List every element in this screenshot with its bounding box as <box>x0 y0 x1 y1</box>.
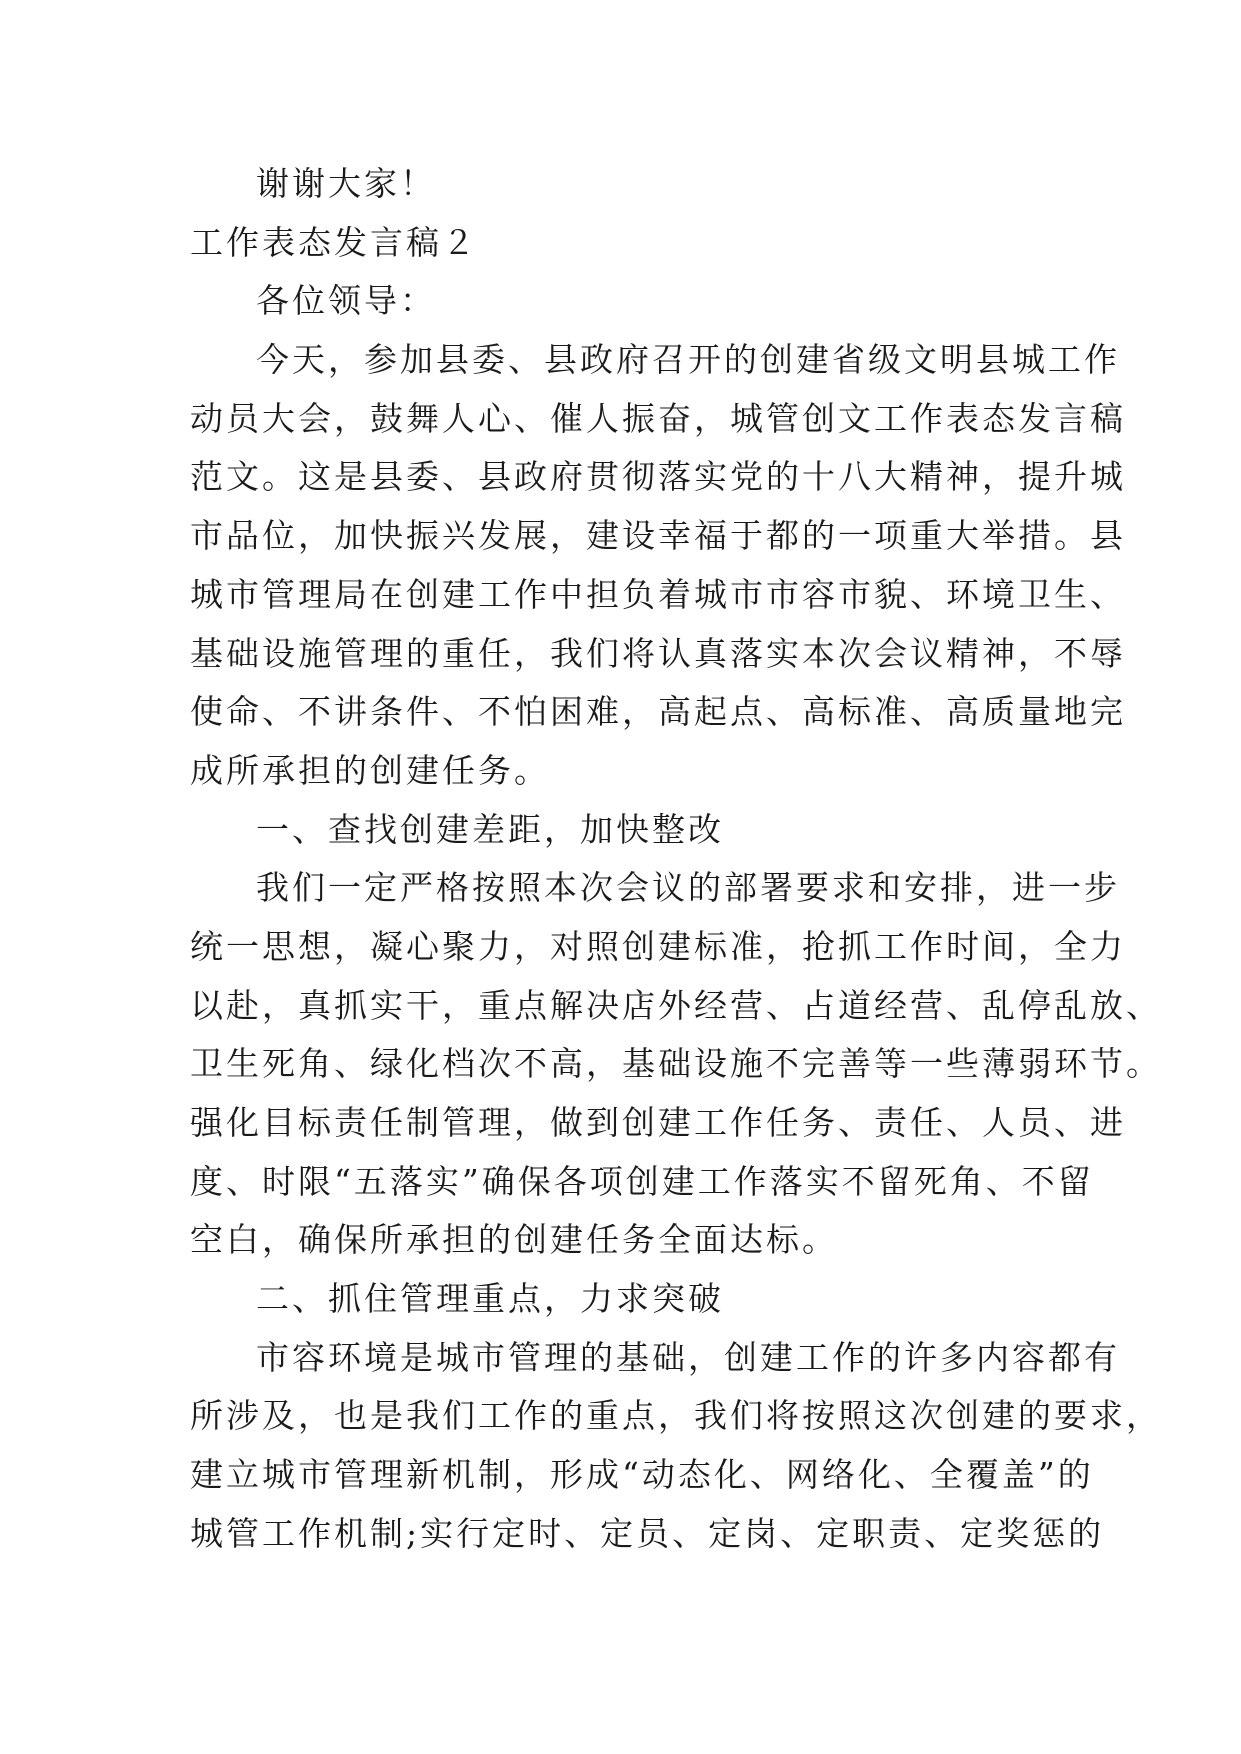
paragraph-line: 市品位，加快振兴发展，建设幸福于都的一项重大举措。县 <box>190 516 1126 556</box>
paragraph-line: 基础设施管理的重任，我们将认真落实本次会议精神，不辱 <box>190 633 1126 673</box>
paragraph-line: 空白，确保所承担的创建任务全面达标。 <box>190 1220 838 1260</box>
paragraph-line: 成所承担的创建任务。 <box>190 750 550 790</box>
paragraph-line: 强化目标责任制管理，做到创建工作任务、责任、人员、进 <box>190 1103 1126 1142</box>
section-title: 工作表态发言稿２ <box>190 222 478 262</box>
closing-line: 谢谢大家！ <box>256 164 436 203</box>
paragraph-line: 今天，参加县委、县政府召开的创建省级文明县城工作 <box>256 340 1120 380</box>
paragraph-1 <box>190 331 1126 801</box>
paragraph-line: 动员大会，鼓舞人心、催人振奋，城管创文工作表态发言稿 <box>190 398 1126 438</box>
paragraph-line: 所涉及，也是我们工作的重点，我们将按照这次创建的要求， <box>190 1396 1162 1436</box>
paragraph-line: 我们一定严格按照本次会议的部署要求和安排，进一步 <box>256 868 1120 908</box>
heading-1: 一、查找创建差距，加快整改 <box>256 809 724 849</box>
paragraph-line: 城市管理局在创建工作中担负着城市市容市貌、环境卫生、 <box>190 574 1126 614</box>
document-body <box>190 155 1162 1564</box>
paragraph-line: 建立城市管理新机制，形成“动态化、网络化、全覆盖”的 <box>190 1455 1094 1495</box>
paragraph-3 <box>190 1329 1162 1564</box>
paragraph-line: 市容环境是城市管理的基础，创建工作的许多内容都有 <box>256 1337 1120 1377</box>
paragraph-line: 以赴，真抓实干，重点解决店外经营、占道经营、乱停乱放、 <box>190 985 1162 1025</box>
paragraph-line: 统一思想，凝心聚力，对照创建标准，抢抓工作时间，全力 <box>190 926 1126 966</box>
paragraph-line: 范文。这是县委、县政府贯彻落实党的十八大精神，提升城 <box>190 457 1126 497</box>
salutation: 各位领导： <box>256 281 436 321</box>
paragraph-line: 度、时限“五落实”确保各项创建工作落实不留死角、不留 <box>190 1161 1094 1201</box>
heading-2: 二、抓住管理重点，力求突破 <box>256 1279 724 1319</box>
paragraph-line: 卫生死角、绿化档次不高，基础设施不完善等一些薄弱环节。 <box>190 1044 1162 1084</box>
paragraph-line: 使命、不讲条件、不怕困难，高起点、高标准、高质量地完 <box>190 692 1126 732</box>
paragraph-2 <box>190 859 1162 1270</box>
paragraph-line: 城管工作机制;实行定时、定员、定岗、定职责、定奖惩的 <box>190 1513 1105 1553</box>
